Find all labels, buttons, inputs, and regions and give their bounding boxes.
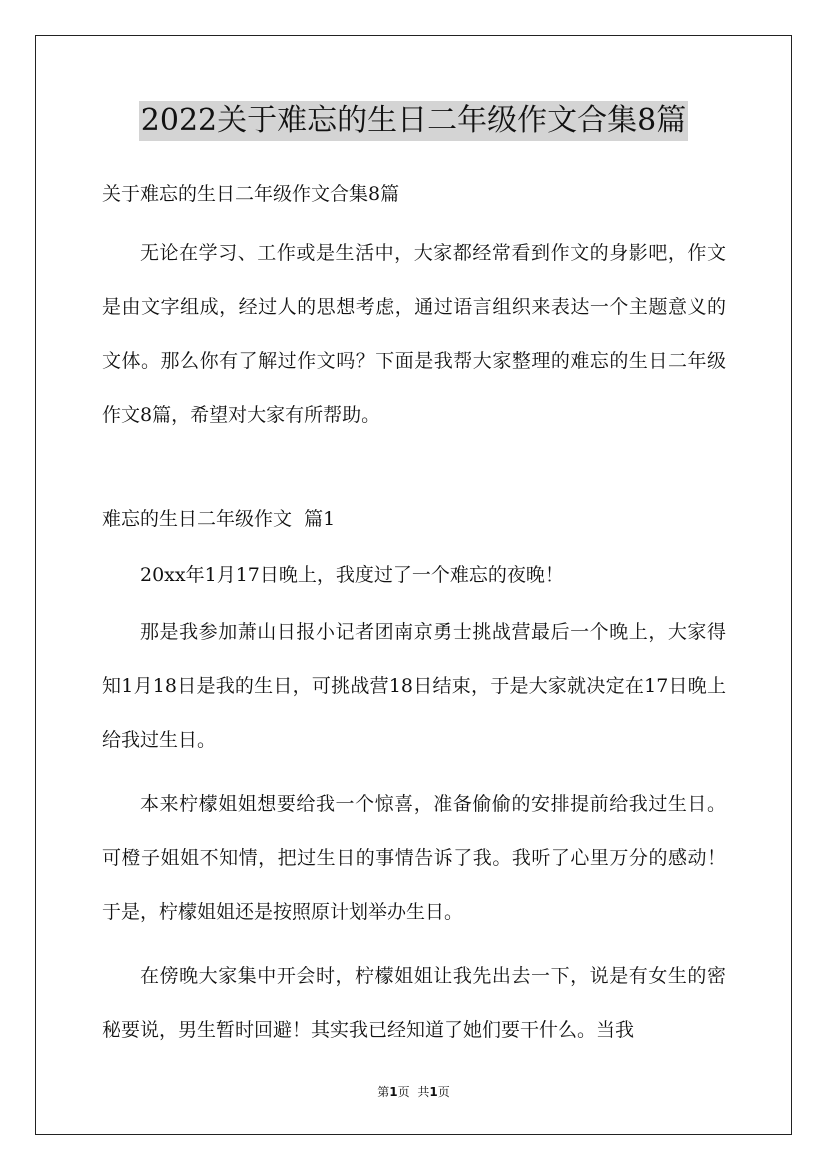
paragraph: 本来柠檬姐姐想要给我一个惊喜，准备偷偷的安排提前给我过生日。可橙子姐姐不知情，把过生日的事情告诉了我。我听了心里万分的感动！于是，柠檬姐姐还是按照原计划举办生日。 (102, 793, 726, 923)
total-suffix: 页 (437, 1085, 450, 1099)
document-subtitle: 关于难忘的生日二年级作文合集8篇 (102, 183, 400, 205)
paragraph: 那是我参加萧山日报小记者团南京勇士挑战营最后一个晚上，大家得知1月18日是我的生日，可挑战营18日结束，于是大家就决定在17日晚上给我过生日。 (102, 621, 726, 751)
total-pages: 1 (429, 1085, 438, 1099)
document-title (0, 100, 827, 141)
intro-paragraph: 无论在学习、工作或是生活中，大家都经常看到作文的身影吧，作文是由文字组成，经过人的思想考虑，通过语言组织来表达一个主题意义的文体。那么你有了解过作文吗？下面是我帮大家整理的难忘的生日二年级作文8篇，希望对大家有所帮助。 (102, 242, 726, 426)
paragraph: 在傍晚大家集中开会时，柠檬姐姐让我先出去一下，说是有女生的密秘要说，男生暂时回避！其实我已经知道了她们要干什么。当我 (102, 965, 726, 1041)
paragraph: 20xx年1月17日晚上，我度过了一个难忘的夜晚！ (140, 564, 564, 586)
page-footer (0, 1084, 827, 1100)
page-number: 1 (389, 1085, 398, 1099)
page-suffix: 页 (397, 1085, 410, 1099)
total-prefix: 共 (417, 1085, 430, 1099)
section-heading: 难忘的生日二年级作文 篇1 (102, 508, 336, 530)
page-prefix: 第 (377, 1085, 390, 1099)
document-title-text: 2022关于难忘的生日二年级作文合集8篇 (139, 101, 688, 141)
section-body (102, 550, 726, 1067)
